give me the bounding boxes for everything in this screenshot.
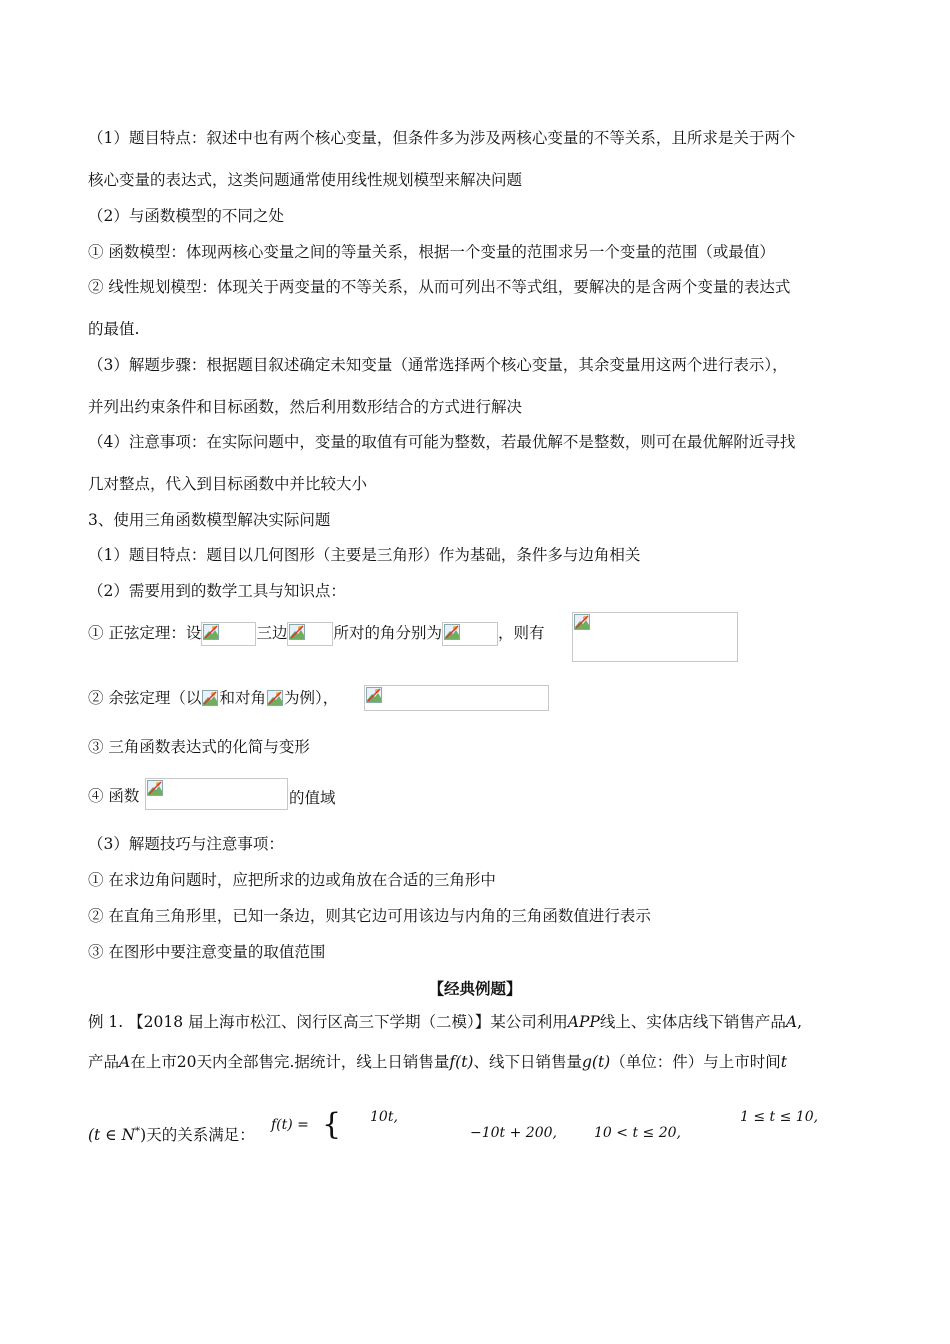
broken-image-sine-formula <box>572 612 738 662</box>
math-case-1-cond: 1 ≤ t ≤ 10, <box>740 1109 819 1125</box>
math-app: APP <box>567 1013 600 1031</box>
math-sup-star: * <box>135 1125 141 1137</box>
sine-rule-line <box>88 622 544 646</box>
item-3: ③ 三角函数表达式的化简与变形 <box>88 738 310 756</box>
math-case-2-cond: 10 < t ≤ 20, <box>594 1125 681 1141</box>
item-4-text-a: ④ 函数 <box>88 787 140 805</box>
math-t: t <box>780 1053 787 1071</box>
tip-3: ③ 在图形中要注意变量的取值范围 <box>88 943 326 961</box>
broken-image-icon <box>574 614 590 630</box>
para-3-line-2: 并列出约束条件和目标函数，然后利用数形结合的方式进行解决 <box>88 398 523 416</box>
example-3-text: )天的关系满足： <box>140 1126 255 1144</box>
math-gt: g(t) <box>581 1053 611 1071</box>
example-1-text-a: 例 1. 【2018 届上海市松江、闵行区高三下学期（二模）】某公司利用 <box>88 1013 568 1031</box>
math-case-2-expr: −10t + 200, <box>470 1125 557 1141</box>
math-case-1-expr: 10t, <box>370 1109 398 1125</box>
broken-image-angles <box>442 622 498 646</box>
math-left-brace: { <box>322 1107 342 1142</box>
para-2: （2）与函数模型的不同之处 <box>88 207 284 225</box>
para-2-item-2-line-1: ② 线性规划模型：体现关于两变量的不等关系，从而可列出不等式组，要解决的是含两个变量的表达式 <box>88 278 791 296</box>
example-2-text-d: 、线下日销售量 <box>473 1053 582 1071</box>
sine-rule-text-a: ① 正弦定理：设 <box>88 624 202 642</box>
para-4-line-1: （4）注意事项：在实际问题中，变量的取值有可能为整数，若最优解不是整数，则可在最优解附近寻找 <box>88 433 796 451</box>
broken-image-icon <box>444 624 460 640</box>
example-line-1 <box>88 1012 802 1032</box>
broken-image-icon <box>289 624 305 640</box>
broken-image-sides <box>287 622 333 646</box>
sine-rule-text-c: 所对的角分别为 <box>333 624 442 642</box>
example-line-2 <box>88 1052 787 1072</box>
item-4-text-b: 的值域 <box>289 789 336 807</box>
broken-image-cosine-formula <box>364 685 549 711</box>
broken-image-function <box>145 778 288 810</box>
broken-image-icon <box>147 780 163 796</box>
cosine-rule-text-c: 为例）， <box>283 689 339 707</box>
example-2-text-e: （单位：件）与上市时间 <box>610 1053 781 1071</box>
math-twenty: 20 <box>176 1053 197 1071</box>
example-2-text-b: 在上市 <box>130 1053 177 1071</box>
sine-rule-text-d: ，则有 <box>497 624 545 642</box>
para-1-line-2: 核心变量的表达式，这类问题通常使用线性规划模型来解决问题 <box>88 171 523 189</box>
example-2-text-c: 天内全部售完.据统计，线上日销售量 <box>196 1053 450 1071</box>
cosine-rule-text-a: ② 余弦定理（以 <box>88 689 202 707</box>
para-4-line-2: 几对整点，代入到目标函数中并比较大小 <box>88 475 368 493</box>
math-A: A <box>785 1013 798 1031</box>
example-2-text-a: 产品 <box>88 1053 120 1071</box>
para-3-line-1: （3）解题步骤：根据题目叙述确定未知变量（通常选择两个核心变量，其余变量用这两个进行表示）， <box>88 356 788 374</box>
broken-image-triangle <box>201 622 256 646</box>
section-3-para-2: （2）需要用到的数学工具与知识点： <box>88 582 346 600</box>
broken-image-icon <box>202 690 218 706</box>
broken-image-icon <box>267 690 283 706</box>
broken-image-angle <box>266 689 284 709</box>
para-2-item-2-line-2: 的最值. <box>88 320 140 338</box>
math-ft: f(t) <box>449 1053 474 1071</box>
math-ft-equals: f(t) = <box>271 1117 309 1133</box>
para-2-item-1: ① 函数模型：体现两核心变量之间的等量关系，根据一个变量的范围求另一个变量的范围（或最值） <box>88 243 775 261</box>
example-line-3 <box>88 1123 255 1145</box>
tips-title: （3）解题技巧与注意事项： <box>88 835 284 853</box>
math-t-domain: (t ∈ N <box>88 1126 136 1144</box>
broken-image-side <box>201 689 219 709</box>
sine-rule-text-b: 三边 <box>256 624 288 642</box>
broken-image-icon <box>203 624 219 640</box>
broken-image-icon <box>366 687 382 703</box>
cosine-rule-line <box>88 688 338 709</box>
example-heading: 【经典例题】 <box>428 979 522 998</box>
tip-1: ① 在求边角问题时，应把所求的边或角放在合适的三角形中 <box>88 871 496 889</box>
example-1-comma: , <box>797 1013 802 1031</box>
section-3-para-1: （1）题目特点：题目以几何图形（主要是三角形）作为基础，条件多与边角相关 <box>88 546 641 564</box>
para-1-line-1: （1）题目特点：叙述中也有两个核心变量，但条件多为涉及两核心变量的不等关系，且所求是关于两个 <box>88 129 796 147</box>
cosine-rule-text-b: 和对角 <box>219 689 266 707</box>
math-A-2: A <box>119 1053 131 1071</box>
section-3-title: 3、使用三角函数模型解决实际问题 <box>88 511 331 529</box>
example-1-text-b: 线上、实体店线下销售产品 <box>599 1013 786 1031</box>
tip-2: ② 在直角三角形里，已知一条边，则其它边可用该边与内角的三角函数值进行表示 <box>88 907 651 925</box>
